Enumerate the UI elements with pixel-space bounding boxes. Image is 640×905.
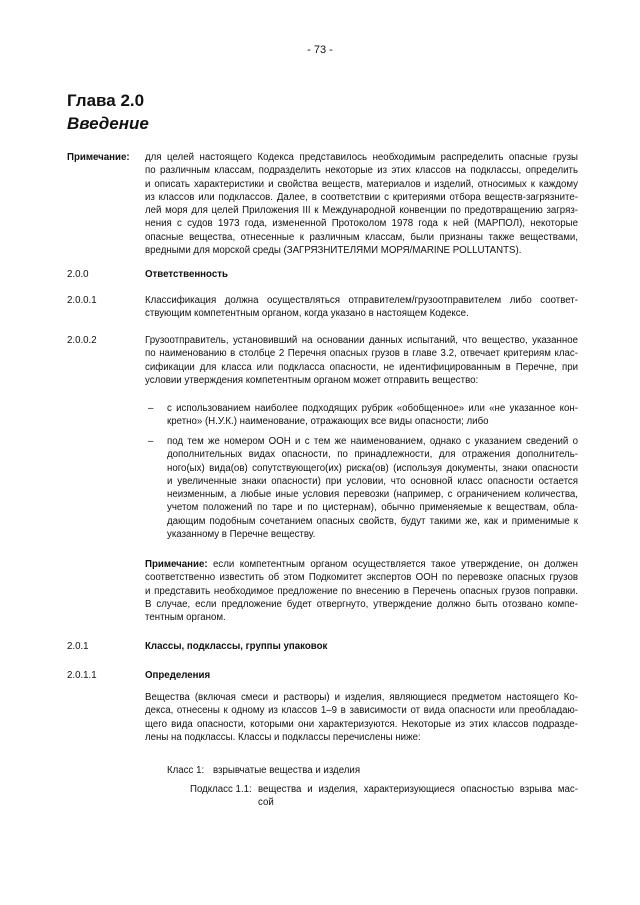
- chapter-subtitle: Введение: [67, 114, 149, 133]
- text-line: лей моря для целей Приложения III к Международной конвенции по предотвращению загряз-: [145, 205, 578, 217]
- bullet-item: [167, 402, 578, 429]
- text-line: для целей настоящего Кодекса представилось необходимым распределить опасные грузы: [145, 152, 578, 163]
- text-line: указанному в Перечне веществу.: [167, 529, 316, 541]
- text-line: вредными для морской среды (ЗАГРЯЗНИТЕЛЯМИ МОРЯ/MARINE POLLUTANTS).: [145, 245, 522, 257]
- text-line: Классификация должна осуществляться отправителем/грузоотправителем либо соответ-: [145, 295, 578, 306]
- text-line: В случае, если предложение будет отвергнуто, утверждение должно быть отозвано компе-: [145, 598, 578, 610]
- chapter-title: Глава 2.0: [67, 91, 145, 110]
- text-line: по наименованию в столбце 2 Перечня опасных грузов в главе 3.2, отвечает критериям клас-: [145, 348, 578, 360]
- section-heading: Классы, подклассы, группы упаковок: [145, 641, 328, 652]
- text-line: сой: [258, 797, 274, 809]
- text-line: тентным органом.: [145, 612, 226, 624]
- text-line: декса, отнесены к одному из классов 1–9 в зависимости от вида опасности или преобладаю-: [145, 705, 578, 717]
- text-line: по различным классам, подразделить некоторые из этих классов на подклассы, определить: [145, 165, 578, 177]
- text-line: учетом положений по таре и по цистернам), обычно применяемые к веществам, обла-: [167, 502, 578, 514]
- section-paragraph: [145, 294, 578, 321]
- text-line: соответственно известить об этом Подкомитет экспертов ООН по перевозке опасных грузов: [145, 572, 578, 584]
- division-description: [258, 783, 578, 810]
- section-number: 2.0.1.1: [67, 670, 97, 681]
- text-line: ного(ых) вида(ов) сопутствующего(их) риска(ов) (используя документы, знаки опасности: [167, 462, 578, 474]
- text-line: дополнительных видах опасности, по принадлежности, для отражения дополнитель-: [167, 449, 578, 461]
- section-paragraph: [145, 691, 578, 744]
- section-paragraph: [145, 334, 578, 387]
- bullet-item: [167, 435, 578, 541]
- class-description: взрывчатые вещества и изделия: [213, 765, 361, 776]
- text-line: Вещества (включая смеси и растворы) и изделия, являющиеся предметом настоящего Ко-: [145, 692, 578, 703]
- text-line: и представить необходимое предложение по внесению в Перечень опасных грузов поправки.: [145, 585, 578, 597]
- text-line: дающим подобным сочетанием опасных свойств, будут такими же, как и применимые к: [167, 515, 578, 527]
- division-label: Подкласс 1.1:: [190, 784, 252, 795]
- section-number: 2.0.0: [67, 269, 89, 280]
- section-number: 2.0.1: [67, 641, 89, 652]
- text-line: неизменным, а любые иные условия перевозки (например, с ограничением количества,: [167, 489, 578, 501]
- text-line: опасные вещества, отнесенные к различным классам, были признаны также веществами,: [145, 231, 578, 243]
- bullet-dash: –: [148, 403, 154, 414]
- text-line: вещества и изделия, характеризующиеся опасностью взрыва мас-: [258, 784, 578, 795]
- note-paragraph: [145, 151, 578, 257]
- text-line: кретно» (Н.У.К.) наименование, отражающих все виды опасности; либо: [167, 416, 489, 428]
- text-line: щего вида опасности, которыми они характеризуются. Некоторые из этих классов подразде-: [145, 718, 578, 730]
- text-line: с использованием наиболее подходящих рубрик «обобщенное» или «не указанное кон-: [167, 403, 578, 414]
- text-line: сификации для класса или подкласса опасности, не идентифицированным в Перечне, при: [145, 361, 578, 373]
- bullet-dash: –: [148, 436, 154, 447]
- text-line: под тем же номером ООН и с тем же наименованием, однако с указанием сведений о: [167, 436, 578, 447]
- note-label: Примечание:: [67, 152, 130, 163]
- section-number: 2.0.0.2: [67, 335, 97, 346]
- text-line: из классов или подклассов. Далее, в соответствии с критериями отбора веществ-загрязните-: [145, 191, 578, 203]
- text-line: нения с судов 1973 года, измененной Протоколом 1978 года к ней (МАРПОЛ), некоторые: [145, 218, 578, 230]
- section-heading: Ответственность: [145, 269, 228, 280]
- page-number: - 73 -: [307, 44, 333, 56]
- text-line: лены на подклассы. Классы и подклассы перечислены ниже:: [145, 731, 421, 743]
- text-line: [145, 558, 578, 571]
- note-label: Примечание:: [145, 559, 208, 570]
- section-heading: Определения: [145, 670, 211, 681]
- text-line: ствующим компетентным органом, когда указано в настоящем Кодексе.: [145, 308, 469, 320]
- text-line: Грузоотправитель, установивший на основании данных испытаний, что вещество, указанное: [145, 335, 578, 346]
- note-text: если компетентным органом осуществляется такое утверждение, он должен: [207, 559, 578, 570]
- text-line: и увеличенные знаки опасности) при условии, что основной класс опасности остается: [167, 475, 578, 487]
- class-label: Класс 1:: [167, 765, 205, 776]
- text-line: и описать характеристики и свойства веществ, материалов и изделий, относимых к каждому: [145, 178, 578, 190]
- text-line: условии утверждения компетентным органом может отправить вещество:: [145, 374, 479, 386]
- section-number: 2.0.0.1: [67, 295, 97, 306]
- note-paragraph: [145, 558, 578, 624]
